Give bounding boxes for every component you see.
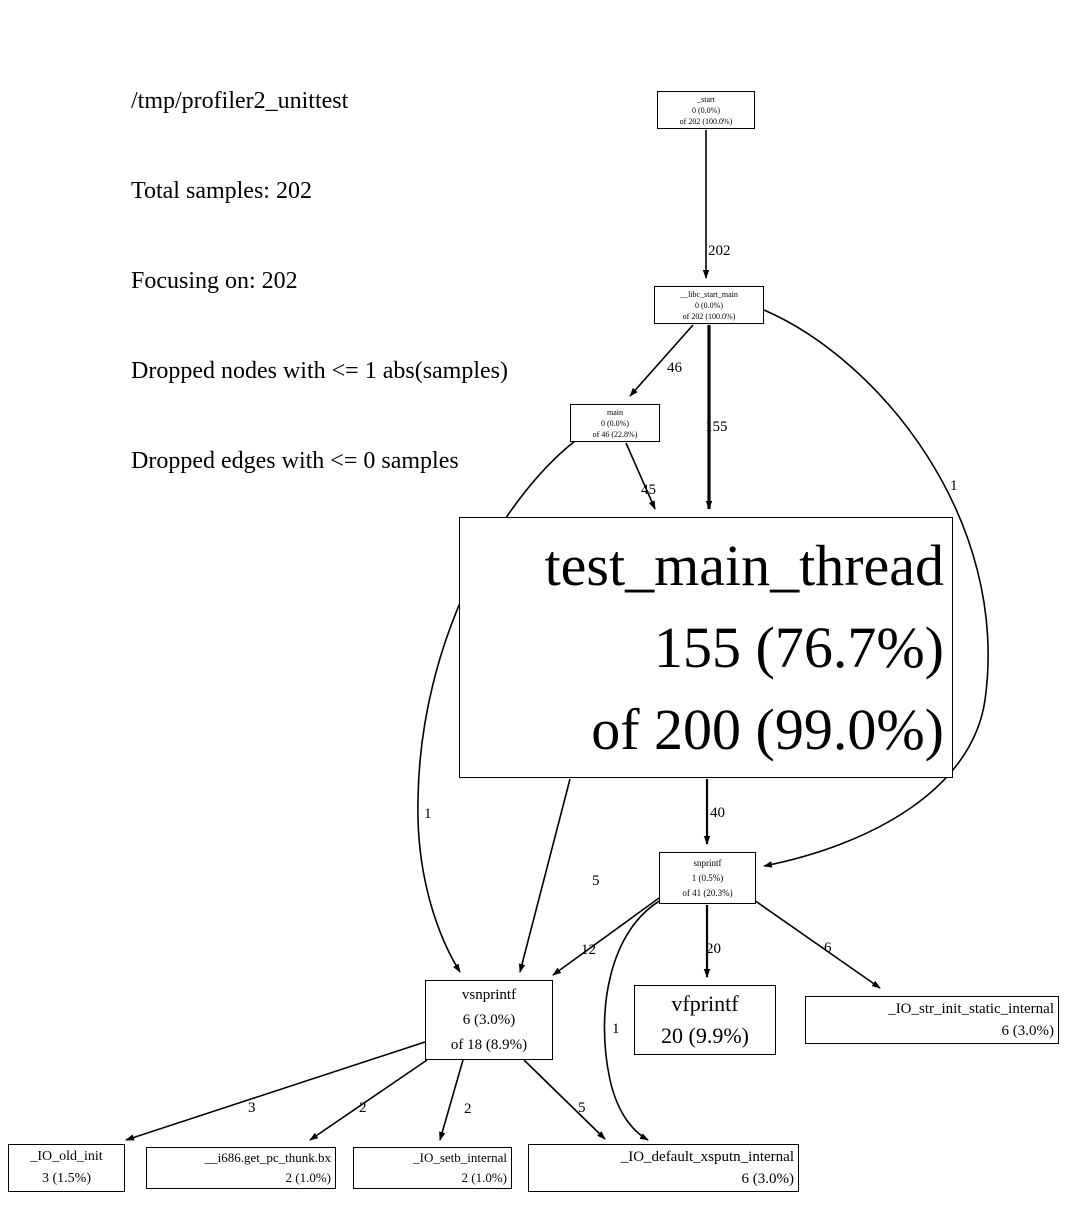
node-io-old-init[interactable]	[8, 1144, 125, 1192]
header-line-focusing: Focusing on: 202	[131, 268, 298, 294]
node-io-setb-internal[interactable]	[353, 1147, 512, 1189]
node-vsnprintf[interactable]	[425, 980, 553, 1060]
node-start-total: of 202 (100.0%)	[679, 116, 733, 126]
edge-label-snprintf-vfprintf: 20	[706, 941, 721, 957]
edge-label-libc-snprintf: 1	[950, 478, 958, 494]
edge-label-test-main-thread-snprintf: 40	[710, 805, 725, 821]
node-snprintf[interactable]	[659, 852, 756, 904]
node-test-main-thread-self: 155 (76.7%)	[654, 614, 944, 680]
node-snprintf-total: of 41 (20.3%)	[682, 887, 733, 898]
edge-label-main-vsnprintf: 1	[424, 806, 432, 822]
node-test-main-thread-name: test_main_thread	[544, 532, 944, 598]
node-i686-get-pc-thunk-bx-name: __i686.get_pc_thunk.bx	[204, 1150, 331, 1165]
edge-label-snprintf-io-default-xsputn: 1	[612, 1021, 620, 1037]
header-line-dropped-nodes: Dropped nodes with <= 1 abs(samples)	[131, 358, 509, 384]
edge-label-libc-test-main-thread: 155	[705, 419, 728, 435]
header-line-total-samples: Total samples: 202	[131, 178, 312, 204]
node-main-self: 0 (0.0%)	[601, 418, 629, 428]
edge-label-libc-main: 46	[667, 360, 682, 376]
node-vfprintf[interactable]	[634, 985, 776, 1055]
node-io-default-xsputn-internal-self: 6 (3.0%)	[741, 1171, 794, 1187]
node-io-old-init-self: 3 (1.5%)	[42, 1171, 91, 1186]
node-io-str-init-static-internal-self: 6 (3.0%)	[1001, 1023, 1054, 1039]
edge-label-main-test-main-thread: 45	[641, 482, 656, 498]
edge-label-vsnprintf-i686-thunk: 2	[359, 1100, 367, 1116]
node-io-setb-internal-self: 2 (1.0%)	[461, 1170, 507, 1185]
header-line-dropped-edges: Dropped edges with <= 0 samples	[131, 448, 459, 474]
edge-label-snprintf-vsnprintf: 12	[581, 942, 596, 958]
header-line-title: /tmp/profiler2_unittest	[131, 88, 349, 114]
edge-label-vsnprintf-io-setb: 2	[464, 1101, 472, 1117]
edge-label-snprintf-io-str-init: 6	[824, 940, 832, 956]
node-io-setb-internal-name: _IO_setb_internal	[413, 1150, 507, 1165]
node-test-main-thread[interactable]	[459, 517, 953, 778]
node-snprintf-self: 1 (0.5%)	[691, 872, 724, 883]
node-io-default-xsputn-internal[interactable]	[528, 1144, 799, 1192]
node-vfprintf-name: vfprintf	[671, 991, 739, 1016]
node-libc-start-main-self: 0 (0.0%)	[695, 300, 723, 310]
node-i686-get-pc-thunk-bx[interactable]	[146, 1147, 336, 1189]
node-vsnprintf-self: 6 (3.0%)	[462, 1011, 516, 1028]
node-vsnprintf-name: vsnprintf	[461, 986, 517, 1003]
edge-label-vsnprintf-io-old-init: 3	[248, 1100, 256, 1116]
edge-label-vsnprintf-io-default-xsputn: 5	[578, 1100, 586, 1116]
node-vfprintf-self: 20 (9.9%)	[661, 1023, 749, 1048]
node-vsnprintf-total: of 18 (8.9%)	[450, 1036, 528, 1053]
node-test-main-thread-total: of 200 (99.0%)	[591, 696, 944, 762]
node-main-name: main	[607, 407, 623, 417]
node-io-str-init-static-internal[interactable]	[805, 996, 1059, 1044]
node-start[interactable]	[657, 91, 755, 129]
node-libc-start-main-name: __libc_start_main	[680, 289, 738, 299]
node-io-old-init-name: _IO_old_init	[30, 1149, 103, 1164]
node-start-name: _start	[697, 94, 715, 104]
node-i686-get-pc-thunk-bx-self: 2 (1.0%)	[285, 1170, 331, 1185]
node-io-str-init-static-internal-name: _IO_str_init_static_internal	[888, 1001, 1054, 1017]
node-libc-start-main[interactable]	[654, 286, 764, 324]
node-libc-start-main-total: of 202 (100.0%)	[682, 311, 736, 321]
node-start-self: 0 (0.0%)	[692, 105, 720, 115]
profile-header	[131, 26, 508, 536]
node-main[interactable]	[570, 404, 660, 442]
node-snprintf-name: snprintf	[693, 857, 722, 868]
node-io-default-xsputn-internal-name: _IO_default_xsputn_internal	[620, 1149, 794, 1165]
node-main-total: of 46 (22.8%)	[592, 429, 638, 439]
edge-label-test-main-thread-vsnprintf: 5	[592, 873, 600, 889]
edge-label-start-libc: 202	[708, 243, 731, 259]
